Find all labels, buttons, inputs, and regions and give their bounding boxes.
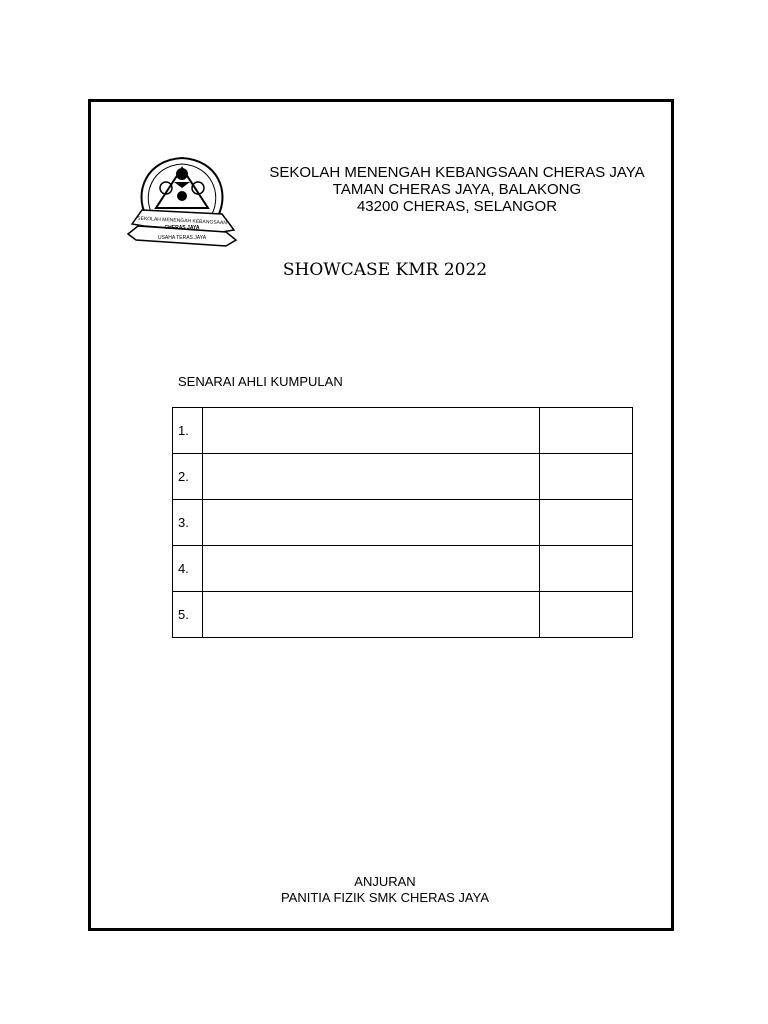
footer	[240, 874, 530, 906]
member-name-cell[interactable]	[203, 546, 540, 592]
member-extra-cell[interactable]	[540, 592, 633, 638]
row-number: 1.	[173, 408, 203, 454]
school-address-line2: 43200 CHERAS, SELANGOR	[356, 198, 558, 215]
table-row	[173, 500, 633, 546]
document-title: SHOWCASE KMR 2022	[282, 260, 488, 280]
svg-text:SEKOLAH MENENGAH KEBANGSAAN: SEKOLAH MENENGAH KEBANGSAAN	[137, 215, 228, 227]
school-logo	[126, 152, 238, 248]
member-extra-cell[interactable]	[540, 408, 633, 454]
school-address-line1: TAMAN CHERAS JAYA, BALAKONG	[332, 181, 582, 198]
member-extra-cell[interactable]	[540, 454, 633, 500]
footer-line1: ANJURAN	[354, 874, 416, 889]
footer-line2: PANITIA FIZIK SMK CHERAS JAYA	[280, 890, 490, 905]
members-table	[172, 407, 633, 638]
table-row	[173, 546, 633, 592]
school-name: SEKOLAH MENENGAH KEBANGSAAN CHERAS JAYA	[269, 164, 645, 181]
member-name-cell[interactable]	[203, 592, 540, 638]
svg-text:CHERAS JAYA: CHERAS JAYA	[164, 225, 200, 231]
table-row	[173, 408, 633, 454]
table-row	[173, 454, 633, 500]
row-number: 3.	[173, 500, 203, 546]
row-number: 5.	[173, 592, 203, 638]
row-number: 4.	[173, 546, 203, 592]
member-name-cell[interactable]	[203, 454, 540, 500]
member-name-cell[interactable]	[203, 408, 540, 454]
member-extra-cell[interactable]	[540, 546, 633, 592]
school-header	[240, 164, 674, 215]
member-extra-cell[interactable]	[540, 500, 633, 546]
member-name-cell[interactable]	[203, 500, 540, 546]
members-label: SENARAI AHLI KUMPULAN	[178, 374, 343, 389]
row-number: 2.	[173, 454, 203, 500]
table-row	[173, 592, 633, 638]
svg-text:USAHA TERAS JAYA: USAHA TERAS JAYA	[157, 235, 207, 241]
